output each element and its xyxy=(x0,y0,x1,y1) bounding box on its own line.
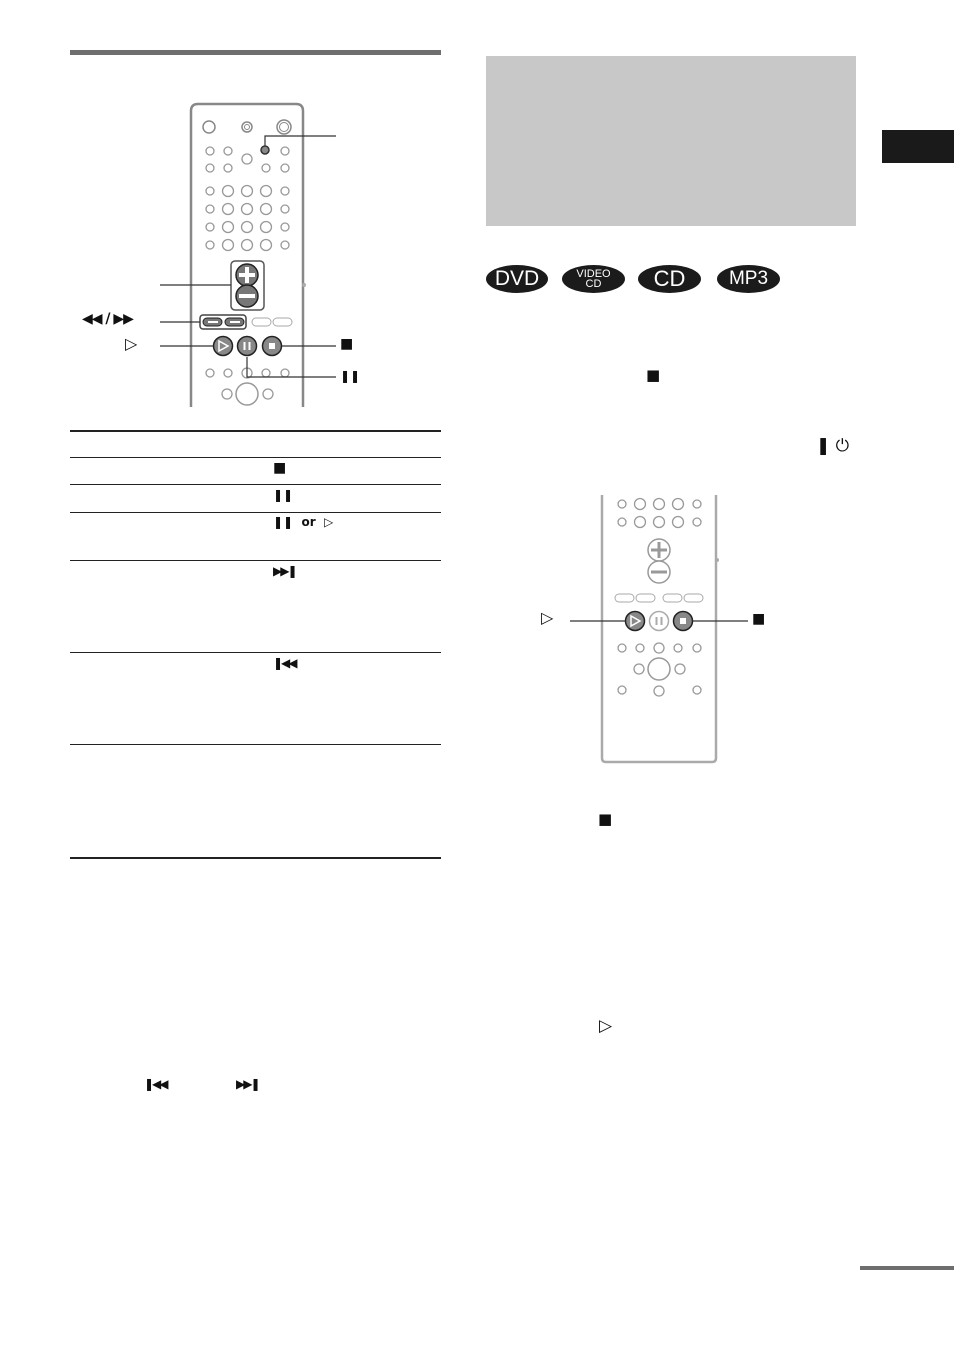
table-row-rule xyxy=(70,512,441,513)
mp3-badge-text: MP3 xyxy=(728,268,769,289)
play-icon: ▷ xyxy=(125,334,138,353)
video-cd-badge-top: VIDEO xyxy=(576,268,611,280)
skip-buttons-label: ◀◀ / ▶▶ xyxy=(82,311,133,327)
continued-rule xyxy=(860,1266,954,1270)
previous-icon: ❚◀◀ xyxy=(144,1077,167,1091)
note-box xyxy=(486,56,856,226)
pause-icon: ❚❚ xyxy=(340,369,361,383)
table-row-rule xyxy=(70,652,441,653)
fig2-stop-icon: ■ xyxy=(752,611,766,627)
fig2-play-icon: ▷ xyxy=(541,608,554,627)
table-row-stop-icon: ■ xyxy=(273,460,287,476)
play-icon-inline: ▷ xyxy=(599,1016,613,1036)
stop-icon-inline: ■ xyxy=(646,366,661,384)
mp3-badge xyxy=(717,265,780,293)
table-row-rule xyxy=(70,457,441,458)
table-row-next-icon: ▶▶❚ xyxy=(273,564,296,578)
table-row-rule xyxy=(70,484,441,485)
table-row-rule xyxy=(70,560,441,561)
table-row-pause-icon: ❚❚ xyxy=(273,488,294,502)
dvd-badge-text: DVD xyxy=(494,267,540,290)
dvd-badge xyxy=(486,265,548,293)
remote-illustration-1 xyxy=(70,95,400,415)
table-top-rule xyxy=(70,430,441,432)
cd-badge xyxy=(638,265,701,293)
table-row-rule xyxy=(70,744,441,745)
remote-illustration-2 xyxy=(530,490,770,770)
power-icon: ❚ ⏻ xyxy=(816,436,850,456)
video-cd-badge-bottom: CD xyxy=(585,278,602,290)
stop-icon: ■ xyxy=(340,336,354,352)
section-side-tab xyxy=(882,130,954,163)
next-icon: ▶▶❚ xyxy=(236,1077,259,1091)
table-row-resume-icon: ❚❚ or ▷ xyxy=(273,515,334,529)
stop-icon-inline-2: ■ xyxy=(598,810,613,828)
table-row-previous-icon: ❚◀◀ xyxy=(273,656,296,670)
cd-badge-text: CD xyxy=(653,266,686,291)
section-header-rule xyxy=(70,50,441,55)
table-bottom-rule xyxy=(70,857,441,859)
video-cd-badge xyxy=(562,265,625,293)
